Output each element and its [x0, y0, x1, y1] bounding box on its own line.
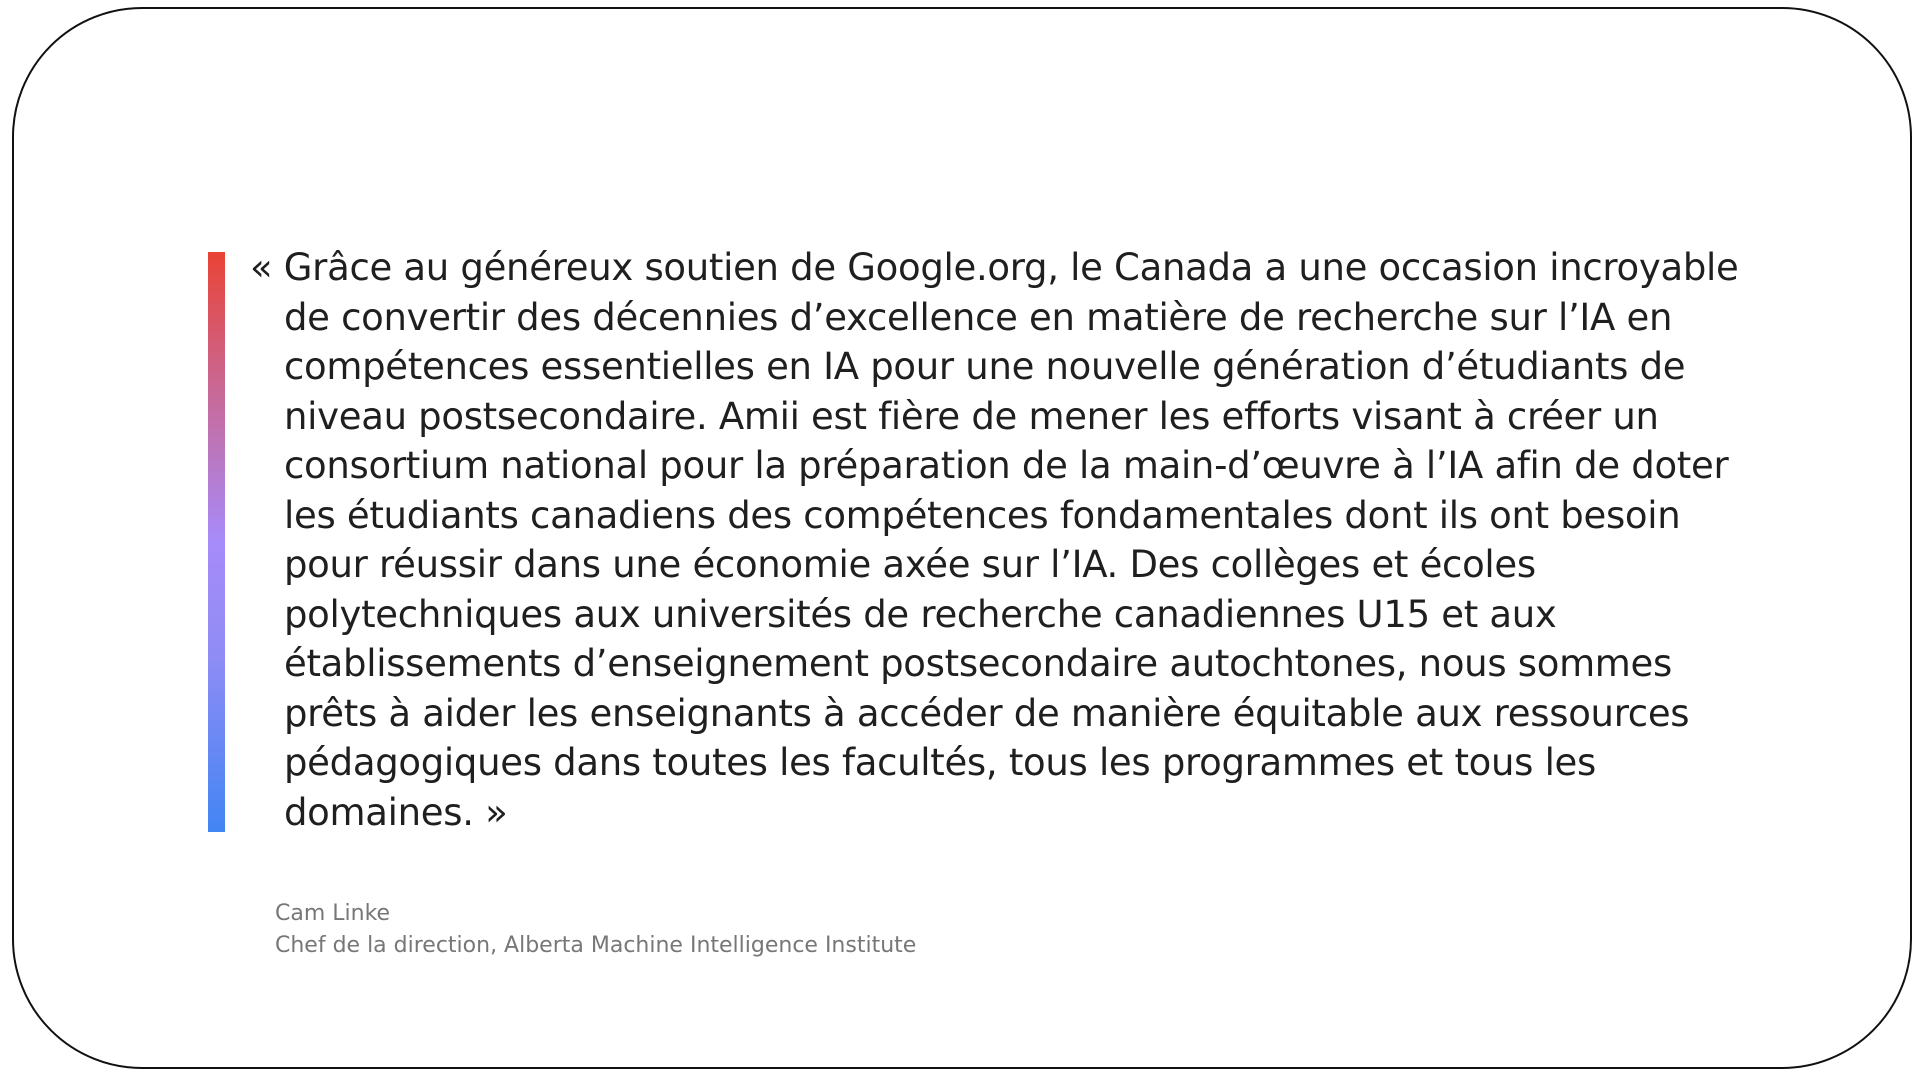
- attribution-name: Cam Linke: [275, 901, 391, 926]
- attribution-role: Chef de la direction, Alberta Machine Intelligence Institute: [275, 933, 917, 958]
- quote-accent-bar: [208, 252, 225, 832]
- quote-text: « Grâce au généreux soutien de Google.org, le Canada a une occasion incroyable de convertir des décennies d’excellence en matière de recherche sur l’IA en compétences essentielles en IA pour une nouvelle génération d’étudiants de niveau postsecondaire. Amii est fière de mener les efforts visant à créer un consortium national pour la préparation de la main-d’œuvre à l’IA afin de doter les étudiants canadiens des compétences fondamentales dont ils ont besoin pour réussir dans une économie axée sur l’IA. Des collèges et écoles polytechniques aux universités de recherche canadiennes U15 et aux établissements d’enseignement postsecondaire autochtones, nous sommes prêts à aider les enseignants à accéder de manière équitable aux ressources pédagogiques dans toutes les facultés, tous les programmes et tous les domaines. »: [250, 246, 1739, 834]
- attribution: [275, 898, 916, 962]
